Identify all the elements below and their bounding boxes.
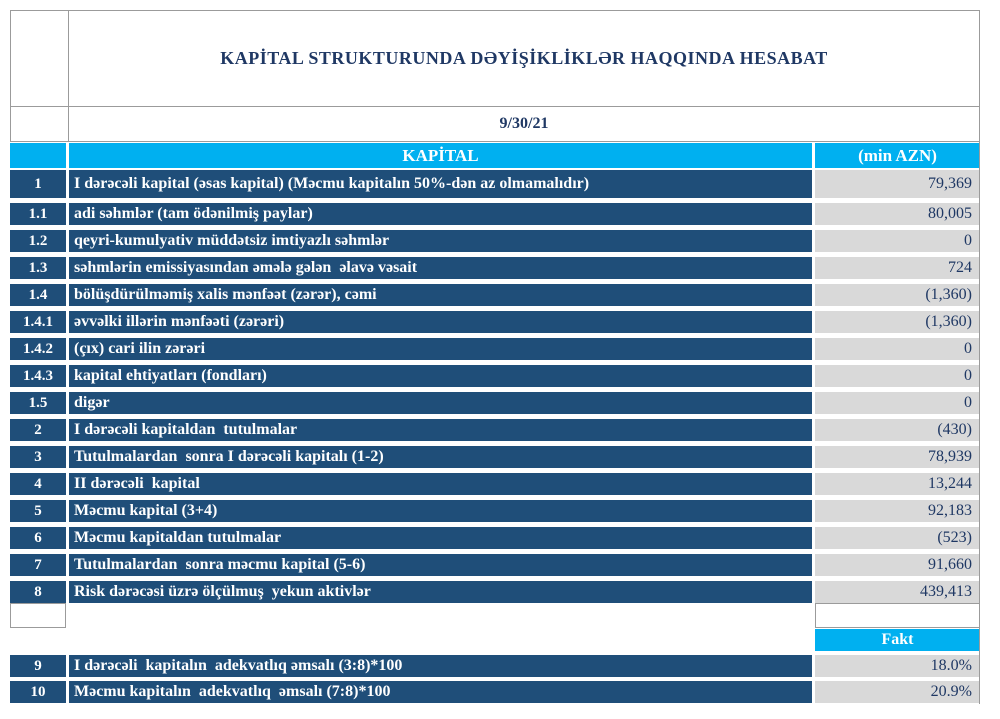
row-label-cell: qeyri-kumulyativ müddətsiz imtiyazlı səhmlər xyxy=(69,230,812,252)
row-label-cell: kapital ehtiyatları (fondları) xyxy=(69,365,812,387)
fakt-label: Fakt xyxy=(881,631,914,648)
date-row xyxy=(10,107,980,142)
table-row xyxy=(10,419,980,441)
table-row xyxy=(10,527,980,549)
header-unit-label: (min AZN) xyxy=(858,145,937,165)
row-value-cell: 0 xyxy=(815,365,980,387)
row-value-cell: 91,660 xyxy=(815,554,980,576)
row-number-cell: 1.4.3 xyxy=(10,365,66,387)
fakt-header-cell xyxy=(815,629,980,651)
table-row xyxy=(10,230,980,252)
row-label-cell: bölüşdürülməmiş xalis mənfəət (zərər), cəmi xyxy=(69,284,812,306)
table-row xyxy=(10,257,980,279)
table-row xyxy=(10,581,980,603)
table-row xyxy=(10,203,980,225)
title-cell xyxy=(69,10,980,107)
row-value-cell: 0 xyxy=(815,338,980,360)
row-number-cell: 1.4.2 xyxy=(10,338,66,360)
row-label-cell: adi səhmlər (tam ödənilmiş paylar) xyxy=(69,203,812,225)
row-number-cell: 4 xyxy=(10,473,66,495)
table-row xyxy=(10,446,980,468)
row-label-cell: əvvəlki illərin mənfəəti (zərəri) xyxy=(69,311,812,333)
header-unit-cell xyxy=(815,143,980,168)
row-value-cell: 79,369 xyxy=(815,170,980,198)
table-row xyxy=(10,655,980,677)
row-value-cell: 0 xyxy=(815,230,980,252)
row-number-cell: 1.5 xyxy=(10,392,66,414)
row-number-cell: 1.1 xyxy=(10,203,66,225)
row-value-cell: (523) xyxy=(815,527,980,549)
row-value-cell: (1,360) xyxy=(815,284,980,306)
report-date: 9/30/21 xyxy=(499,115,549,132)
row-number-cell: 1.2 xyxy=(10,230,66,252)
row-label-cell: II dərəcəli kapital xyxy=(69,473,812,495)
table-row xyxy=(10,473,980,495)
row-label-cell: I dərəcəli kapitaldan tutulmalar xyxy=(69,419,812,441)
row-value-cell: 92,183 xyxy=(815,500,980,522)
spacer-row xyxy=(10,603,980,628)
row-label-cell: I dərəcəli kapital (əsas kapital) (Məcmu kapitalın 50%-dən az olmamalıdır) xyxy=(69,170,812,198)
capital-report-table xyxy=(10,10,980,707)
row-label-cell: Risk dərəcəsi üzrə ölçülmuş yekun aktivlər xyxy=(69,581,812,603)
row-value-cell: (430) xyxy=(815,419,980,441)
row-number-cell: 10 xyxy=(10,681,66,703)
row-value-cell: 20.9% xyxy=(815,681,980,703)
row-value-cell: 80,005 xyxy=(815,203,980,225)
table-row xyxy=(10,500,980,522)
row-label-cell: səhmlərin emissiyasından əmələ gələn əlavə vəsait xyxy=(69,257,812,279)
row-number-cell: 3 xyxy=(10,446,66,468)
fakt-header-row xyxy=(10,629,980,651)
header-capital-label: KAPİTAL xyxy=(402,145,479,165)
empty-value-cell xyxy=(815,603,980,628)
row-label-cell: Məcmu kapital (3+4) xyxy=(69,500,812,522)
table-row xyxy=(10,338,980,360)
row-label-cell: Tutulmalardan sonra I dərəcəli kapitalı (1-2) xyxy=(69,446,812,468)
row-label-cell: (çıx) cari ilin zərəri xyxy=(69,338,812,360)
table-row xyxy=(10,365,980,387)
row-value-cell: (1,360) xyxy=(815,311,980,333)
row-label-cell: Məcmu kapitaldan tutulmalar xyxy=(69,527,812,549)
title-corner-cell xyxy=(10,10,69,107)
page-title: KAPİTAL STRUKTURUNDA DƏYİŞİKLİKLƏR HAQQINDA HESABAT xyxy=(220,48,828,68)
table-row xyxy=(10,170,980,198)
row-label-cell: digər xyxy=(69,392,812,414)
table-row xyxy=(10,311,980,333)
table-right-border-line xyxy=(979,10,980,704)
row-value-cell: 78,939 xyxy=(815,446,980,468)
row-label-cell: Tutulmalardan sonra məcmu kapital (5-6) xyxy=(69,554,812,576)
row-value-cell: 439,413 xyxy=(815,581,980,603)
row-label-cell: I dərəcəli kapitalın adekvatlıq əmsalı (3:8)*100 xyxy=(69,655,812,677)
row-number-cell: 7 xyxy=(10,554,66,576)
row-number-cell: 1.3 xyxy=(10,257,66,279)
row-value-cell: 13,244 xyxy=(815,473,980,495)
empty-number-cell xyxy=(10,603,66,628)
empty-label-area xyxy=(69,603,812,628)
row-number-cell: 6 xyxy=(10,527,66,549)
fakt-number-spacer xyxy=(10,629,66,651)
header-number-cell xyxy=(10,143,66,168)
row-number-cell: 5 xyxy=(10,500,66,522)
date-corner-cell xyxy=(10,107,69,142)
row-label-cell: Məcmu kapitalın adekvatlıq əmsalı (7:8)*100 xyxy=(69,681,812,703)
row-value-cell: 0 xyxy=(815,392,980,414)
title-row xyxy=(10,10,980,107)
row-value-cell: 18.0% xyxy=(815,655,980,677)
table-row xyxy=(10,554,980,576)
row-number-cell: 8 xyxy=(10,581,66,603)
row-value-cell: 724 xyxy=(815,257,980,279)
row-number-cell: 9 xyxy=(10,655,66,677)
fakt-label-spacer xyxy=(69,629,812,651)
row-number-cell: 2 xyxy=(10,419,66,441)
row-number-cell: 1.4 xyxy=(10,284,66,306)
date-cell xyxy=(69,107,980,142)
row-number-cell: 1.4.1 xyxy=(10,311,66,333)
table-row xyxy=(10,392,980,414)
table-header-row xyxy=(10,143,980,168)
table-row xyxy=(10,681,980,703)
header-capital-cell xyxy=(69,143,812,168)
row-number-cell: 1 xyxy=(10,170,66,198)
table-row xyxy=(10,284,980,306)
